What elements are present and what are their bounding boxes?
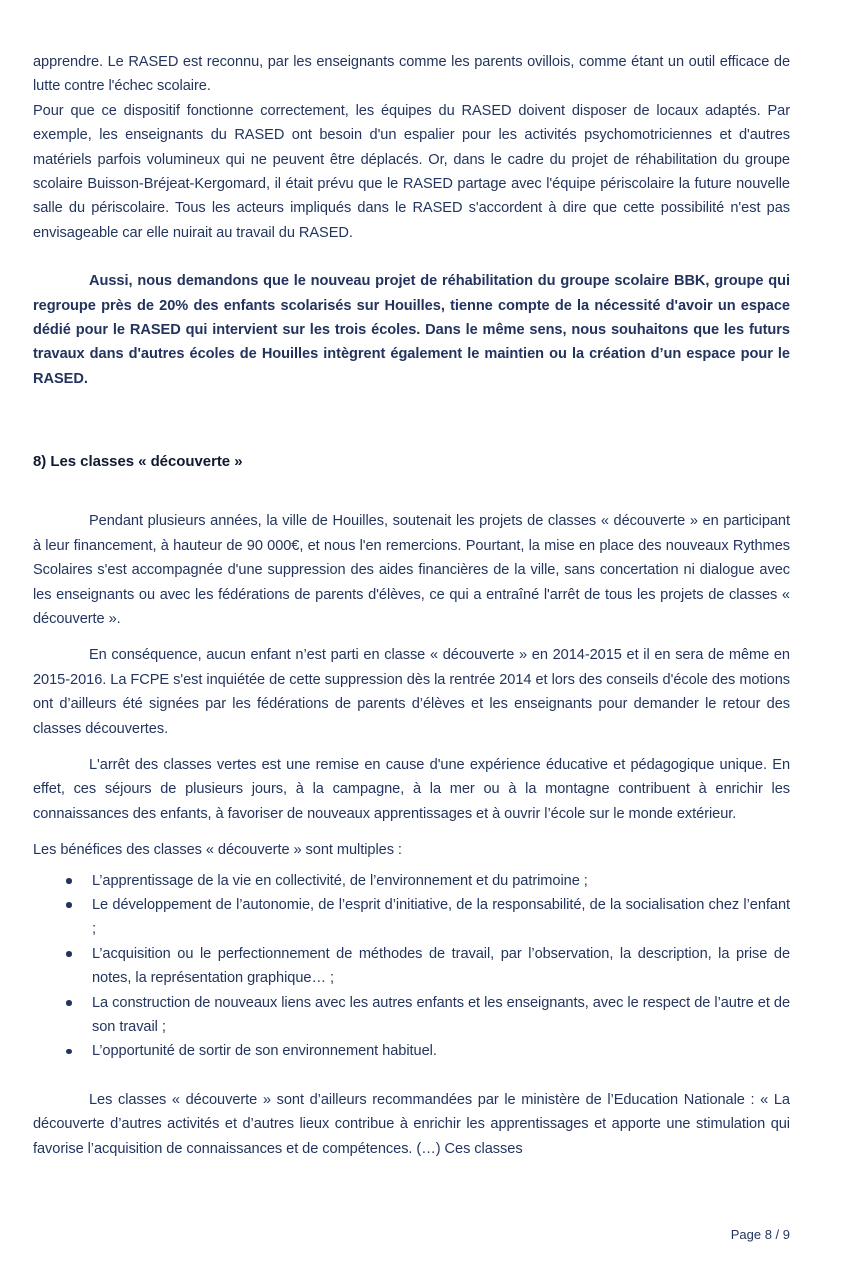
paragraph-locaux-adaptes: Pour que ce dispositif fonctionne correctement, les équipes du RASED doivent disposer de locaux adaptés. Par exemple, les enseignants du RASED ont besoin d'un espalier pour les activités psychomotriciennes et d'autres matériels parfois volumineux qui ne peuvent être déplacés. Or, dans le cadre du projet de réhabilitation du groupe scolaire Buisson-Bréjeat-Kergomard, il était prévu que le RASED partage avec l'équipe périscolaire la future nouvelle salle du périscolaire. Tous les acteurs impliqués dans le RASED s'accordent à dire que cette possibilité n'est pas envisageable car elle nuirait au travail du RASED. [33,102,790,241]
list-item [33,1039,790,1063]
paragraph-benefices-intro: Les bénéfices des classes « découverte » sont multiples : [33,842,402,859]
list-item [33,942,790,991]
spacer [33,473,790,509]
paragraph-continuation-rased: apprendre. Le RASED est reconnu, par les enseignants comme les parents ovillois, comme étant un outil efficace de lutte contre l'échec scolaire. [33,54,790,95]
list-item-label: L’apprentissage de la vie en collectivité, de l’environnement et du patrimoine ; [92,872,588,889]
spacer [33,245,790,269]
paragraph-classes-vertes: L'arrêt des classes vertes est une remise en cause d'une expérience éducative et pédagogique unique. En effet, ces séjours de plusieurs jours, à la campagne, à la mer ou à la montagne contribuent à enrichir les connaissances des enfants, à favoriser de nouveaux apprentissages et à ouvrir l’école sur le monde extérieur. [33,756,790,822]
list-item [33,893,790,942]
bullet-point-icon [66,951,72,957]
spacer [33,391,790,427]
list-item-label: L’acquisition ou le perfectionnement de méthodes de travail, par l’observation, la description, la prise de notes, la représentation graphique… ; [92,945,790,987]
spacer [33,427,790,451]
page-number-label: Page 8 / 9 [730,1227,790,1242]
bullet-point-icon [66,1049,72,1055]
bullet-point-icon [66,902,72,908]
section-heading-8: 8) Les classes « découverte » [33,453,243,471]
page-content [33,50,790,1161]
list-item-label: L’opportunité de sortir de son environnement habituel. [92,1043,437,1060]
list-item [33,991,790,1040]
paragraph-ministere-education: Les classes « découverte » sont d’ailleurs recommandées par le ministère de l’Education Nationale : « La découverte d’autres activités et d’autres lieux contribue à enrichir les apprentissages et apporte une stimulation qui favorise l’acquisition de connaissances et de compétences. (…) Ces classes [33,1091,790,1157]
spacer [33,741,790,753]
paragraph-demande-bbk: Aussi, nous demandons que le nouveau projet de réhabilitation du groupe scolaire BBK, groupe qui regroupe près de 20% des enfants scolarisés sur Houilles, tienne compte de la nécessité d'avoir un espace dédié pour le RASED qui intervient sur les trois écoles. Dans le même sens, nous souhaitons que les futurs travaux dans d'autres écoles de Houilles intègrent également le maintien ou la création d’un espace pour le RASED. [33,273,790,387]
page-footer [33,1226,790,1244]
spacer [33,631,790,643]
list-item-label: Le développement de l’autonomie, de l’esprit d’initiative, de la responsabilité, de la socialisation chez l’enfant ; [92,896,790,938]
benefits-bullet-list [33,869,790,1064]
spacer [33,1064,790,1088]
list-item [33,869,790,893]
bullet-point-icon [66,878,72,884]
paragraph-financement-ville: Pendant plusieurs années, la ville de Houilles, soutenait les projets de classes « découverte » en participant à leur financement, à hauteur de 90 000€, et nous l'en remercions. Pourtant, la mise en place des nouveaux Rythmes Scolaires s'est accompagnée d'une suppression des aides financières de la ville, sans concertation ni dialogue avec les enseignants ou avec les fédérations de parents d'élèves, ce qui a entraîné l'arrêt de tous les projets de classes « découverte ». [33,513,790,627]
bullet-point-icon [66,1000,72,1006]
paragraph-consequence: En conséquence, aucun enfant n’est parti en classe « découverte » en 2014-2015 et il en sera de même en 2015-2016. La FCPE s'est inquiétée de cette suppression dès la rentrée 2014 et lors des conseils d'école des motions ont d’ailleurs été signées par les fédérations de parents d’élèves et les enseignants pour demander le retour des classes découvertes. [33,647,790,737]
list-item-label: La construction de nouveaux liens avec les autres enfants et les enseignants, avec le respect de l’autre et de son travail ; [92,994,790,1035]
spacer [33,826,790,838]
